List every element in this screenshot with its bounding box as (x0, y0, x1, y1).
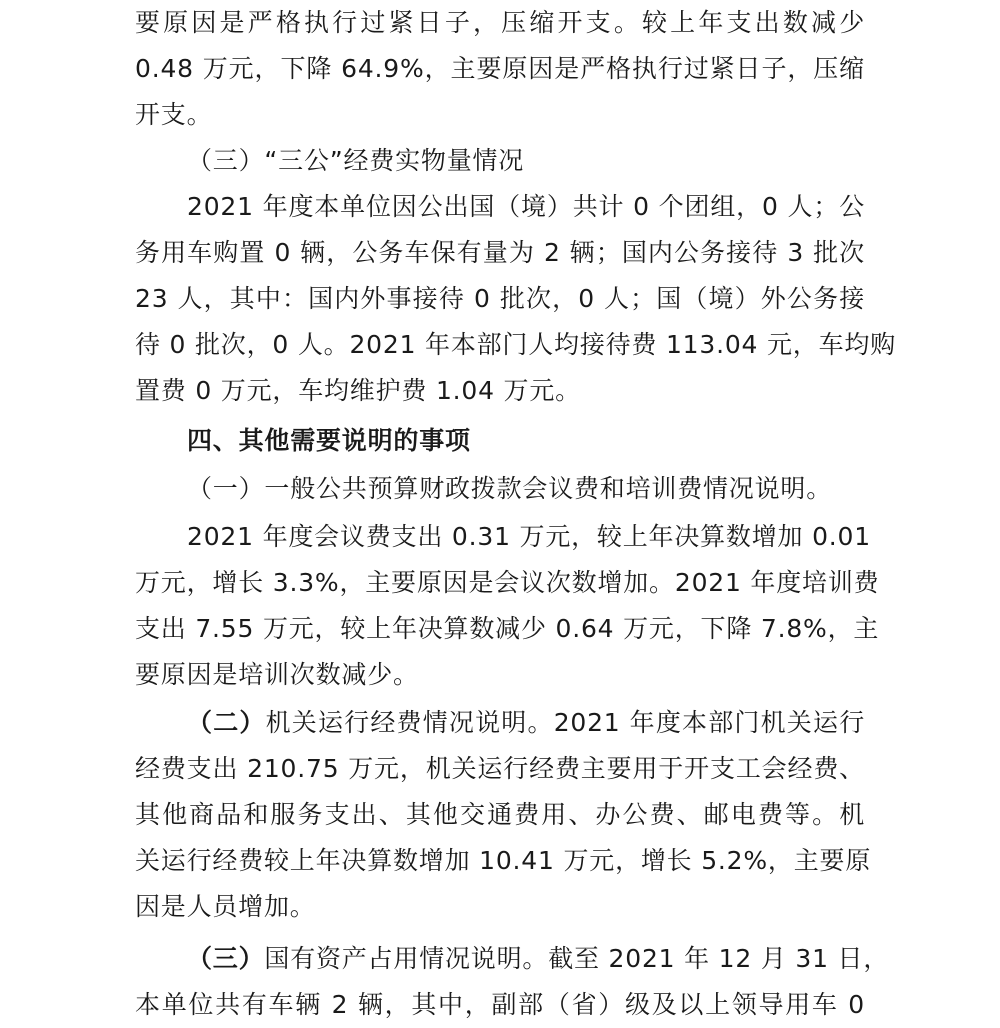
text-line: 要原因是培训次数减少。 (135, 660, 419, 689)
text-line: 待 0 批次，0 人。2021 年本部门人均接待费 113.04 元，车均购 (135, 330, 896, 359)
text-line: 开支。 (135, 100, 213, 129)
text-line: 2021 年度本单位因公出国（境）共计 0 个团组，0 人；公 (187, 192, 865, 221)
text-line: 其他商品和服务支出、其他交通费用、办公费、邮电费等。机 (135, 800, 865, 829)
text-segment: 机关运行经费情况说明。2021 年度本部门机关运行 (265, 708, 865, 737)
section-heading: （三）“三公”经费实物量情况 (187, 146, 525, 175)
section-label: （三） (187, 944, 265, 973)
chapter-heading: 四、其他需要说明的事项 (187, 426, 471, 455)
text-line: 支出 7.55 万元，较上年决算数减少 0.64 万元，下降 7.8%，主 (135, 614, 880, 643)
text-line: 0.48 万元，下降 64.9%，主要原因是严格执行过紧日子，压缩 (135, 54, 865, 83)
section-heading: （一）一般公共预算财政拨款会议费和培训费情况说明。 (187, 474, 833, 503)
paragraph-line (187, 936, 890, 982)
section-label: （二） (187, 708, 266, 737)
text-line: 置费 0 万元，车均维护费 1.04 万元。 (135, 376, 581, 405)
text-line: 务用车购置 0 辆，公务车保有量为 2 辆；国内公务接待 3 批次 (135, 238, 865, 267)
text-line: 关运行经费较上年决算数增加 10.41 万元，增长 5.2%，主要原 (135, 846, 872, 875)
text-line: 万元，增长 3.3%，主要原因是会议次数增加。2021 年度培训费 (135, 568, 880, 597)
text-line: 因是人员增加。 (135, 892, 316, 921)
text-line: 2021 年度会议费支出 0.31 万元，较上年决算数增加 0.01 (187, 522, 871, 551)
text-line: 本单位共有车辆 2 辆，其中，副部（省）级及以上领导用车 0 (135, 990, 865, 1019)
paragraph-line (187, 700, 865, 746)
text-segment: 国有资产占用情况说明。截至 2021 年 12 月 31 日， (264, 944, 890, 973)
text-line: 23 人，其中：国内外事接待 0 批次，0 人；国（境）外公务接 (135, 284, 865, 313)
text-line: 经费支出 210.75 万元，机关运行经费主要用于开支工会经费、 (135, 754, 865, 783)
text-line: 要原因是严格执行过紧日子，压缩开支。较上年支出数减少 (135, 8, 865, 37)
